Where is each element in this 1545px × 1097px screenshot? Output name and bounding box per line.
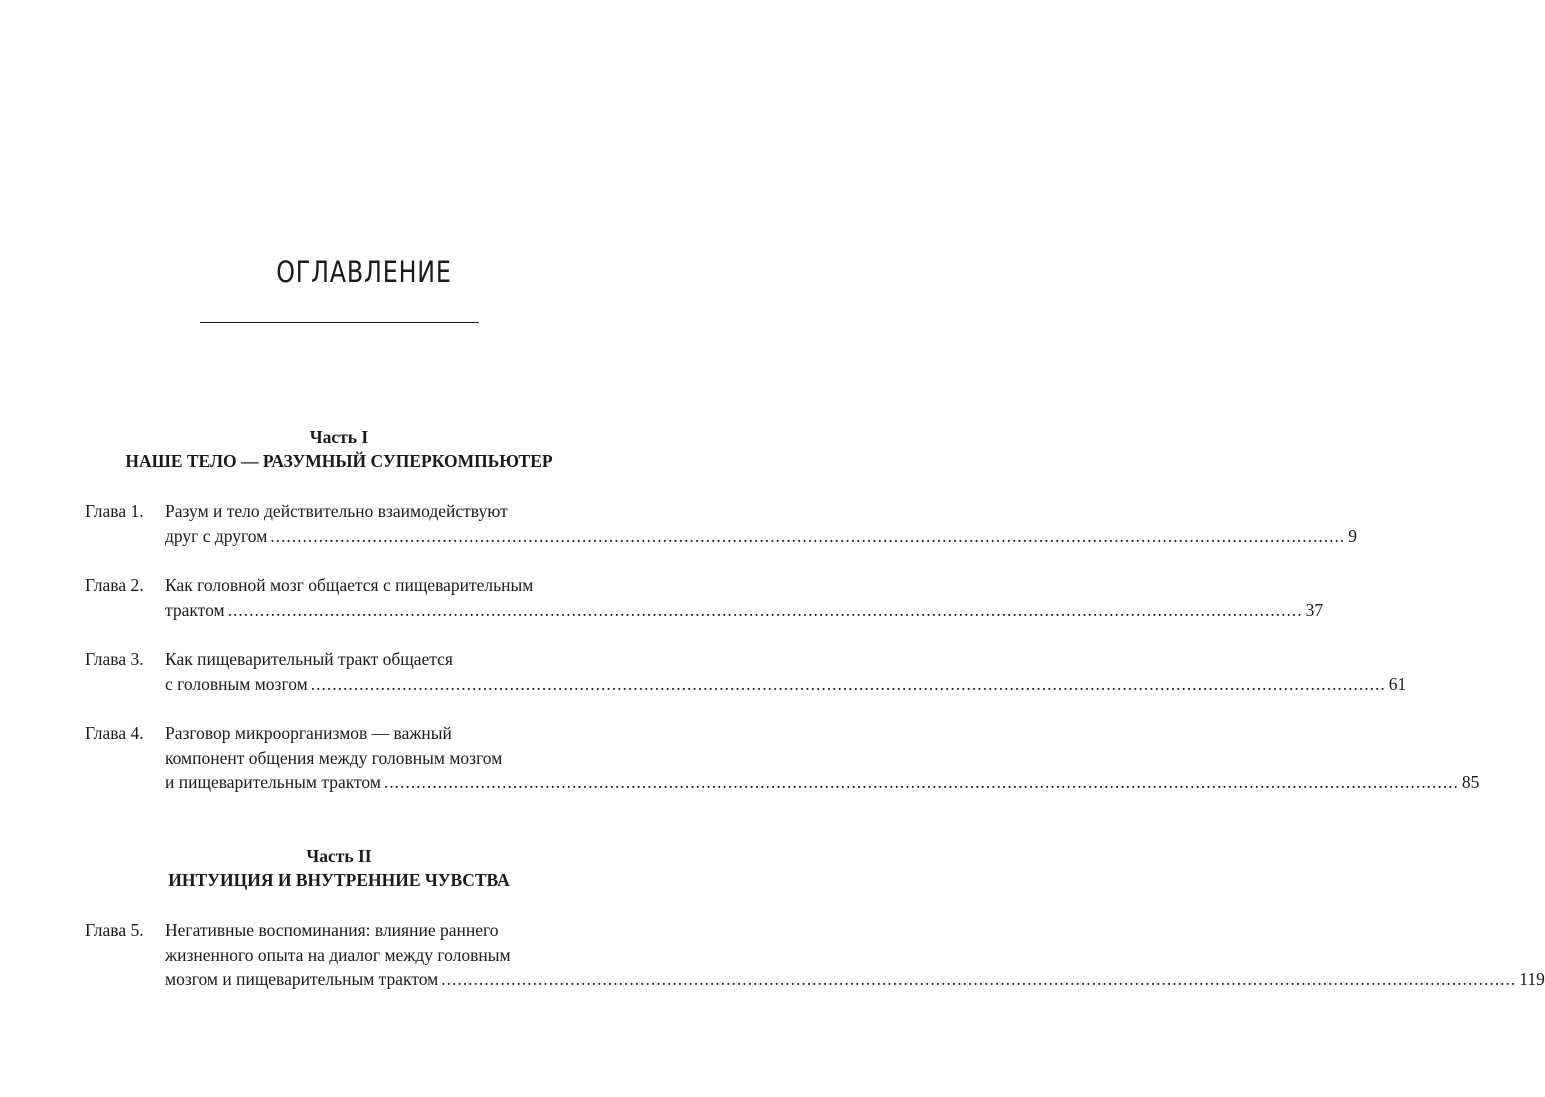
page-number[interactable]: 85 [1461, 772, 1480, 792]
chapter-title-line: и пищеварительным трактом [165, 772, 381, 792]
chapter-title [165, 573, 1324, 622]
chapter-title-line: компонент общения между головным мозгом [165, 747, 503, 768]
chapter-last-line [165, 598, 1324, 623]
chapter-title-line: трактом [165, 599, 225, 620]
page-number[interactable]: 119 [1519, 969, 1545, 989]
toc-entry[interactable] [85, 721, 1480, 795]
chapter-title-line: жизненного опыта на диалог между головным [165, 944, 511, 965]
chapter-last-line [165, 524, 1358, 549]
dot-leader: ........................................................................................................................................................................................................ [383, 772, 1459, 792]
chapter-title-line: Негативные воспоминания: влияние раннего [165, 920, 499, 940]
chapter-title-line: друг с другом [165, 525, 268, 546]
part-heading [0, 844, 678, 892]
chapter-title [165, 918, 1545, 992]
chapter-title [165, 647, 1407, 696]
part-name: ИНТУИЦИЯ И ВНУТРЕННИЕ ЧУВСТВА [168, 870, 510, 890]
toc-entry[interactable] [85, 918, 1545, 992]
toc-entry[interactable] [85, 647, 1407, 696]
chapter-label: Глава 5. [85, 920, 144, 940]
chapter-title-line: мозгом и пищеварительным трактом [165, 969, 439, 989]
chapter-last-line [165, 967, 1545, 992]
chapter-title-line: Как пищеварительный тракт общается [165, 649, 453, 669]
dot-leader: ........................................................................................................................................................................................................ [227, 599, 1303, 620]
dot-leader: ........................................................................................................................................................................................................ [441, 969, 1517, 989]
dot-leader: ........................................................................................................................................................................................................ [270, 525, 1346, 546]
part-number: Часть I [309, 427, 369, 447]
toc-entry[interactable] [85, 499, 1358, 548]
toc-entry[interactable] [85, 573, 1324, 622]
part-name: НАШЕ ТЕЛО — РАЗУМНЫЙ СУПЕРКОМПЬЮТЕР [125, 451, 553, 471]
part-number: Часть II [306, 846, 372, 866]
chapter-title [165, 721, 1480, 795]
chapter-last-line [165, 770, 1480, 795]
page-number[interactable]: 61 [1388, 673, 1407, 694]
chapter-label: Глава 3. [85, 649, 144, 669]
chapter-label: Глава 1. [85, 501, 144, 521]
chapter-title-line: Разговор микроорганизмов — важный [165, 723, 452, 743]
title-rule [200, 322, 479, 323]
chapter-title-line: Разум и тело действительно взаимодействуют [165, 501, 508, 521]
dot-leader: ........................................................................................................................................................................................................ [310, 673, 1386, 694]
part-heading [0, 425, 678, 473]
chapter-label: Глава 2. [85, 575, 144, 595]
page-number[interactable]: 37 [1305, 599, 1324, 620]
chapter-title-line: Как головной мозг общается с пищеварительным [165, 575, 534, 595]
chapter-last-line [165, 672, 1407, 697]
chapter-title-line: с головным мозгом [165, 673, 308, 694]
page-number[interactable]: 9 [1348, 525, 1358, 546]
chapter-label: Глава 4. [85, 723, 144, 743]
chapter-title [165, 499, 1358, 548]
toc-title: ОГЛАВЛЕНИЕ [276, 255, 452, 289]
